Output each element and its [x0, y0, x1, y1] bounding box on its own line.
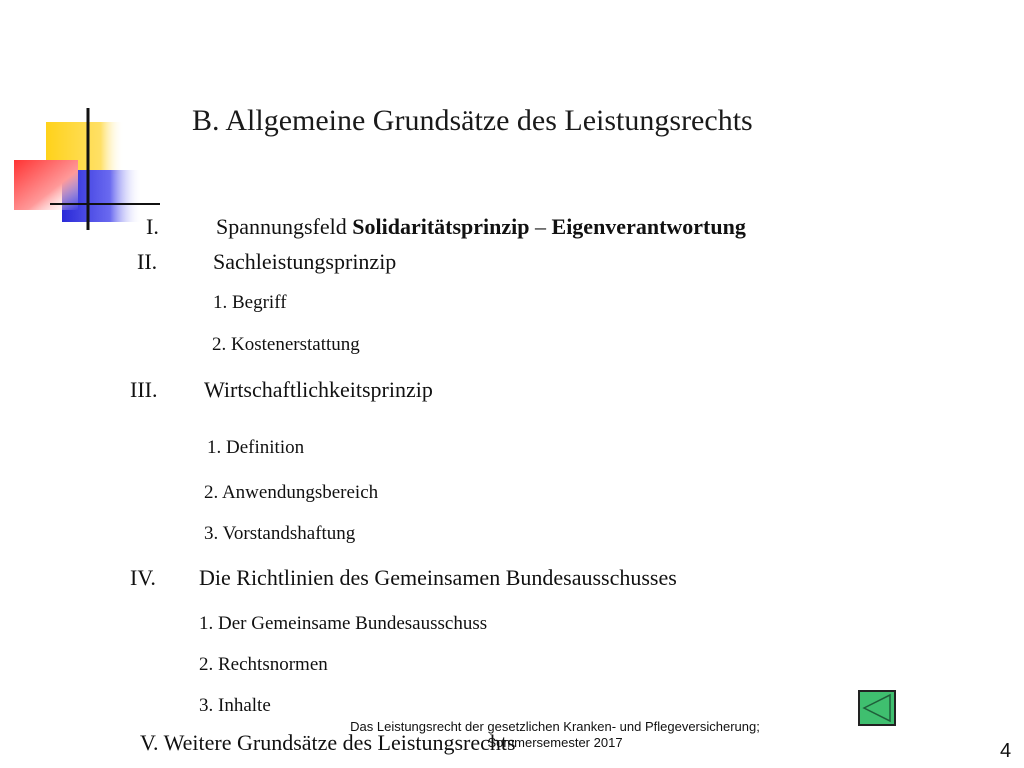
slide-title: B. Allgemeine Grundsätze des Leistungsrechts [192, 104, 753, 137]
section-1-number: I. [146, 214, 159, 239]
page-number: 4 [1000, 740, 1012, 762]
section-3-number: III. [130, 377, 158, 402]
section-3-text: Wirtschaftlichkeitsprinzip [204, 377, 433, 402]
decorative-corner-graphic [0, 100, 160, 240]
footer [300, 719, 810, 751]
section-1-text: Spannungsfeld [216, 214, 353, 239]
section-1 [146, 214, 746, 240]
section-2-number: II. [137, 249, 158, 274]
section-2-item-1: 1. Begriff [213, 292, 287, 313]
section-4-item-2: 2. Rechtsnormen [199, 654, 328, 675]
section-3-item-1: 1. Definition [207, 437, 305, 458]
footer-line-1: Das Leistungsrecht der gesetzlichen Kranken- und Pflegeversicherung; [350, 719, 760, 734]
section-3-item-3: 3. Vorstandshaftung [204, 523, 356, 544]
section-4 [130, 565, 677, 591]
section-1-separator: – [529, 214, 552, 239]
section-4-number: IV. [130, 565, 156, 590]
section-4-item-3: 3. Inhalte [199, 695, 271, 716]
back-navigation-button[interactable] [858, 690, 896, 726]
section-1-bold-responsibility: Eigenverantwortung [551, 214, 746, 239]
footer-line-2: Sommersemester 2017 [487, 735, 623, 750]
section-5: V. Weitere Grundsätze des Leistungsrechts [140, 730, 516, 755]
section-4-text: Die Richtlinien des Gemeinsamen Bundesausschusses [199, 565, 677, 590]
section-3 [130, 377, 433, 403]
section-2-text: Sachleistungsprinzip [213, 249, 397, 274]
section-4-item-1: 1. Der Gemeinsame Bundesausschuss [199, 613, 488, 634]
section-2 [137, 249, 396, 275]
back-arrow-icon [860, 692, 894, 724]
section-2-item-2: 2. Kostenerstattung [212, 334, 360, 355]
section-1-bold-solidarity: Solidaritätsprinzip [352, 214, 530, 239]
section-3-item-2: 2. Anwendungsbereich [204, 482, 379, 503]
